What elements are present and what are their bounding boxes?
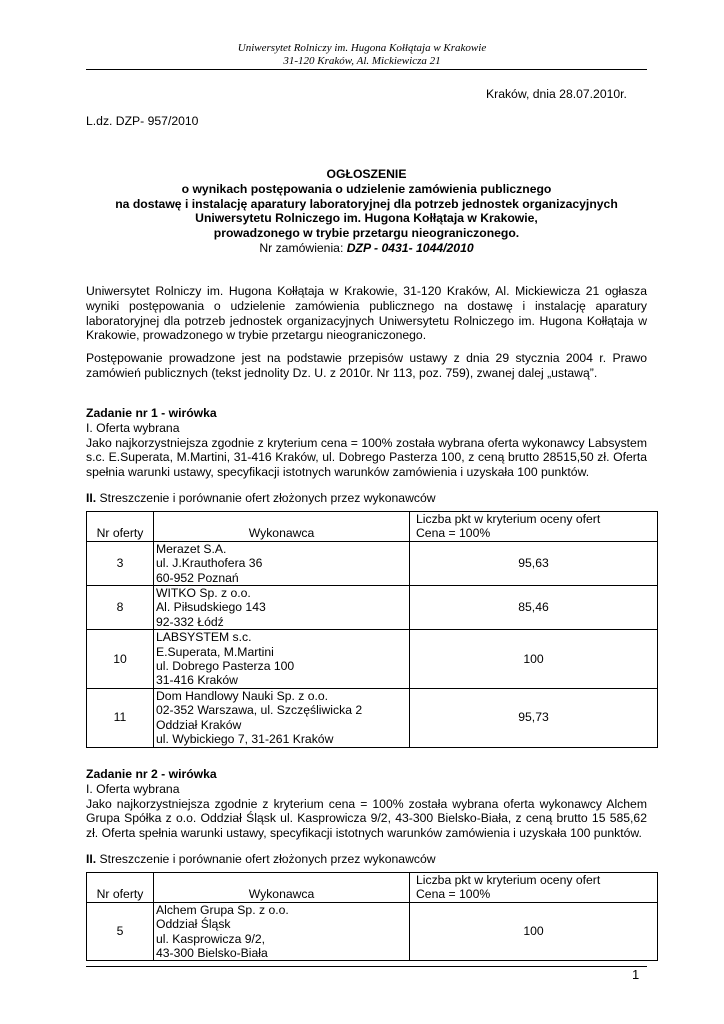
- task2-selected-offer-label: I. Oferta wybrana: [86, 781, 180, 796]
- col-header-points-line1: Liczba pkt w kryterium oceny ofert: [416, 512, 601, 526]
- contractor-line: WITKO Sp. z o.o.: [156, 586, 251, 601]
- contractor: [154, 541, 410, 585]
- col-header-offer-nr: Nr oferty: [87, 512, 154, 542]
- contractor-line: ul. Wybickiego 7, 31-261 Kraków: [156, 732, 334, 747]
- announcement-title: [86, 167, 647, 256]
- title-line-4: Uniwersytetu Rolniczego im. Hugona Kołłątaja w Krakowie,: [195, 211, 538, 226]
- contractor-line: Oddział Kraków: [156, 717, 242, 732]
- task1-heading: Zadanie nr 1 - wirówka: [86, 406, 217, 420]
- points: 95,73: [410, 688, 658, 747]
- header-university: Uniwersytet Rolniczy im. Hugona Kołłątaja w Krakowie: [237, 42, 487, 54]
- contractor-line: 02-352 Warszawa, ul. Szczęśliwicka 2: [156, 703, 363, 718]
- contractor-line: ul. J.Krauthofera 36: [156, 556, 263, 571]
- contractor: [154, 688, 410, 747]
- col-header-points: [410, 512, 658, 542]
- task1-selected-offer-label: I. Oferta wybrana: [86, 420, 180, 435]
- table-header-row: [87, 873, 658, 903]
- contractor-line: 92-332 Łódź: [156, 614, 224, 629]
- contractor-line: 60-952 Poznań: [156, 570, 239, 585]
- col-header-contractor: Wykonawca: [154, 512, 410, 542]
- title-line-5: prowadzonego w trybie przetargu nieograniczonego.: [213, 226, 520, 241]
- reference-number: L.dz. DZP- 957/2010: [86, 114, 199, 128]
- document-header: [0, 42, 724, 68]
- title-line-1: OGŁOSZENIE: [326, 167, 407, 181]
- task2-summary-label: [86, 852, 647, 867]
- contractor: [154, 586, 410, 630]
- task2-summary-num: II.: [86, 852, 97, 866]
- offer-nr: 3: [87, 541, 154, 585]
- contractor: [154, 630, 410, 689]
- legal-paragraph: Postępowanie prowadzone jest na podstawie przepisów ustawy z dnia 29 stycznia 2004 r. Prawo zamówień publicznych (tekst jednolity Dz. U. z 2010r. Nr 113, poz. 759), zwanej dalej „ustawą”.: [86, 351, 647, 380]
- col-header-offer-nr: Nr oferty: [87, 873, 154, 903]
- task2-offers-table: [86, 872, 658, 961]
- task1-summary-text: Streszczenie i porównanie ofert złożonych przez wykonawców: [96, 491, 436, 505]
- contractor-line: 31-416 Kraków: [156, 673, 238, 688]
- points: 100: [410, 630, 658, 689]
- task1-selected-offer-text: Jako najkorzystniejsza zgodnie z kryterium cena = 100% została wybrana oferta wykonawcy Labsystem s.c. E.Superata, M.Martini, 31-416 Kraków, ul. Dobrego Pasterza 100, z ceną brutto 28515,50 zł. Oferta spełnia warunki ustawy, specyfikacji istotnych warunków zamówienia i uzyskała 100 punktów.: [86, 435, 647, 480]
- order-number: [86, 241, 647, 256]
- contractor-line: ul. Kasprowicza 9/2,: [156, 931, 266, 946]
- table-row: [87, 688, 658, 747]
- contractor-line: Al. Piłsudskiego 143: [156, 600, 266, 615]
- contractor-line: Merazet S.A.: [156, 541, 227, 556]
- col-header-points-line2: Cena = 100%: [416, 526, 491, 541]
- contractor-line: 43-300 Bielsko-Biała: [156, 946, 268, 961]
- points: 100: [410, 902, 658, 961]
- contractor-line: LABSYSTEM s.c.: [156, 630, 252, 645]
- offer-nr: 11: [87, 688, 154, 747]
- task1-summary-label: [86, 491, 647, 506]
- task1-section: [86, 406, 647, 480]
- offer-nr: 10: [87, 630, 154, 689]
- page-number: 1: [632, 967, 640, 982]
- task1-offers-table: [86, 511, 658, 748]
- task2-section: [86, 767, 647, 841]
- offer-nr: 5: [87, 902, 154, 961]
- table-header-row: [87, 512, 658, 542]
- contractor-line: Dom Handlowy Nauki Sp. z o.o.: [156, 688, 329, 703]
- intro-paragraph: Uniwersytet Rolniczy im. Hugona Kołłątaja w Krakowie, 31-120 Kraków, Al. Mickiewicza 21 ogłasza wyniki postępowania o udzielenie zamówienia publicznego na dostawę i instalację aparatury laboratoryjnej dla potrzeb jednostek organizacyjnych Uniwersytetu Rolniczego im. Hugona Kołłątaja w Krakowie, prowadzonego w trybie przetargu nieograniczonego.: [86, 284, 647, 343]
- header-divider: [86, 69, 647, 70]
- footer-divider: [86, 966, 647, 967]
- title-line-3: na dostawę i instalację aparatury laboratoryjnej dla potrzeb jednostek organizacyjnych: [115, 196, 618, 211]
- contractor-line: Oddział Śląsk: [156, 917, 231, 932]
- table-row: [87, 902, 658, 961]
- task1-summary-num: II.: [86, 491, 97, 505]
- task2-summary-text: Streszczenie i porównanie ofert złożonych przez wykonawców: [96, 852, 436, 866]
- contractor-line: Alchem Grupa Sp. z o.o.: [156, 902, 289, 917]
- order-number-value: DZP - 0431- 1044/2010: [346, 240, 474, 255]
- points: 85,46: [410, 586, 658, 630]
- contractor-line: E.Superata, M.Martini: [156, 644, 274, 659]
- col-header-points-line1: Liczba pkt w kryterium oceny ofert: [416, 873, 601, 887]
- document-date: Kraków, dnia 28.07.2010r.: [486, 87, 627, 101]
- table-row: [87, 541, 658, 585]
- offer-nr: 8: [87, 586, 154, 630]
- col-header-points: [410, 873, 658, 903]
- order-number-label: Nr zamówienia:: [259, 240, 347, 255]
- table-row: [87, 630, 658, 689]
- task2-selected-offer-text: Jako najkorzystniejsza zgodnie z kryterium cena = 100% została wybrana oferta wykonawcy Alchem Grupa Spółka z o.o. Oddział Śląsk ul. Kasprowicza 9/2, 43-300 Bielsko-Biała, z ceną brutto 15 585,62 zł. Oferta spełnia warunki ustawy, specyfikacji istotnych warunków zamówienia i uzyskała 100 punktów.: [86, 796, 647, 841]
- title-line-2: o wynikach postępowania o udzielenie zamówienia publicznego: [181, 181, 552, 196]
- contractor-line: ul. Dobrego Pasterza 100: [156, 659, 295, 674]
- task2-heading: Zadanie nr 2 - wirówka: [86, 767, 217, 781]
- contractor: [154, 902, 410, 961]
- col-header-points-line2: Cena = 100%: [416, 887, 491, 902]
- points: 95,63: [410, 541, 658, 585]
- col-header-contractor: Wykonawca: [154, 873, 410, 903]
- header-address: 31-120 Kraków, Al. Mickiewicza 21: [283, 55, 441, 67]
- table-row: [87, 586, 658, 630]
